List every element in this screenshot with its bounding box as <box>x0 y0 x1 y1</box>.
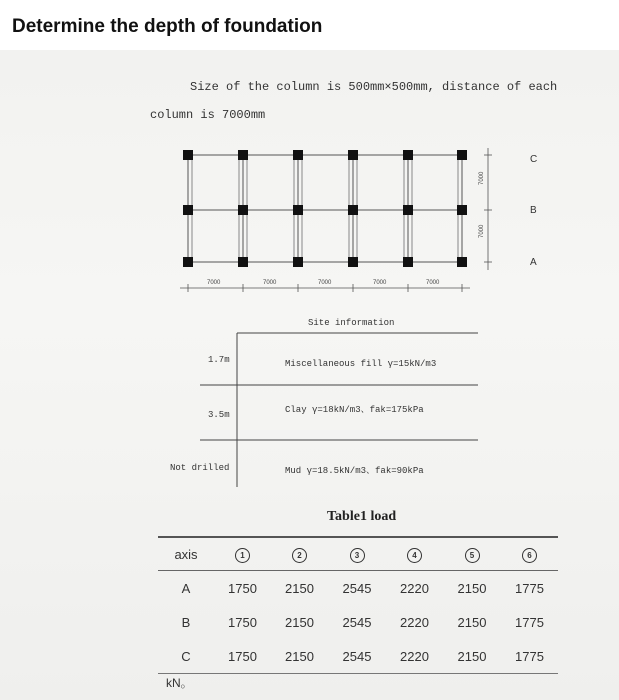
load-cell: 2220 <box>386 639 443 674</box>
column-number: 3 <box>350 548 365 563</box>
load-cell: 2150 <box>457 614 487 630</box>
site-info-title: Site information <box>308 318 395 328</box>
bay-label: 7000 <box>426 280 440 286</box>
bay-label: 7000 <box>318 280 332 286</box>
axis-label-c: C <box>530 154 538 165</box>
load-cell: 2150 <box>285 614 314 630</box>
bay-label: 7000 <box>207 280 221 286</box>
layer-depth: 3.5m <box>208 410 230 420</box>
column-number: 6 <box>522 548 537 563</box>
span-label: 7000 <box>479 171 485 185</box>
unit-label: kN。 <box>166 676 193 690</box>
load-cell: 1775 <box>515 614 544 630</box>
column-number: 5 <box>465 548 480 563</box>
layer-description: Mud γ=18.5kN/m3、fak=90kPa <box>285 466 424 476</box>
row-axis: C <box>158 639 214 674</box>
layer-description: Miscellaneous fill γ=15kN/m3 <box>285 359 437 369</box>
load-cell: 1750 <box>214 639 271 674</box>
load-cell: 2150 <box>443 639 501 674</box>
axis-label-b: B <box>530 205 537 216</box>
load-cell: 1750 <box>228 614 257 630</box>
load-cell: 2150 <box>285 580 314 596</box>
table-header-row <box>158 537 558 571</box>
load-cell: 1775 <box>515 580 544 596</box>
layer-depth: Not drilled <box>170 463 230 473</box>
table-row <box>158 605 558 639</box>
load-cell: 1750 <box>228 580 257 596</box>
load-cell: 2220 <box>400 614 429 630</box>
row-axis: B <box>181 614 191 630</box>
load-cell: 2545 <box>328 639 386 674</box>
load-cell: 2150 <box>271 639 328 674</box>
layer-description: Clay γ=18kN/m3、fak=175kPa <box>285 405 424 415</box>
span-label: 7000 <box>479 224 485 238</box>
load-table <box>158 536 558 674</box>
load-cell: 2545 <box>342 580 372 596</box>
header-axis: axis <box>158 537 214 571</box>
axis-label-a: A <box>530 257 537 268</box>
intro-line-2: column is 7000mm <box>150 108 266 122</box>
bay-label: 7000 <box>263 280 277 286</box>
bay-label: 7000 <box>373 280 387 286</box>
load-cell: 2220 <box>400 580 429 596</box>
row-axis: A <box>181 580 191 596</box>
load-table-title: Table1 load <box>327 509 397 524</box>
layer-depth: 1.7m <box>208 355 230 365</box>
load-cell: 2150 <box>457 580 487 596</box>
load-cell: 1775 <box>501 639 558 674</box>
column-number: 2 <box>292 548 307 563</box>
table-row <box>158 571 558 606</box>
column-number: 1 <box>235 548 250 563</box>
intro-line-1: Size of the column is 500mm×500mm, distance of each <box>190 80 558 94</box>
load-cell: 2545 <box>342 614 372 630</box>
column-number: 4 <box>407 548 422 563</box>
table-row <box>158 639 558 674</box>
page-heading: Determine the depth of foundation <box>12 16 323 37</box>
